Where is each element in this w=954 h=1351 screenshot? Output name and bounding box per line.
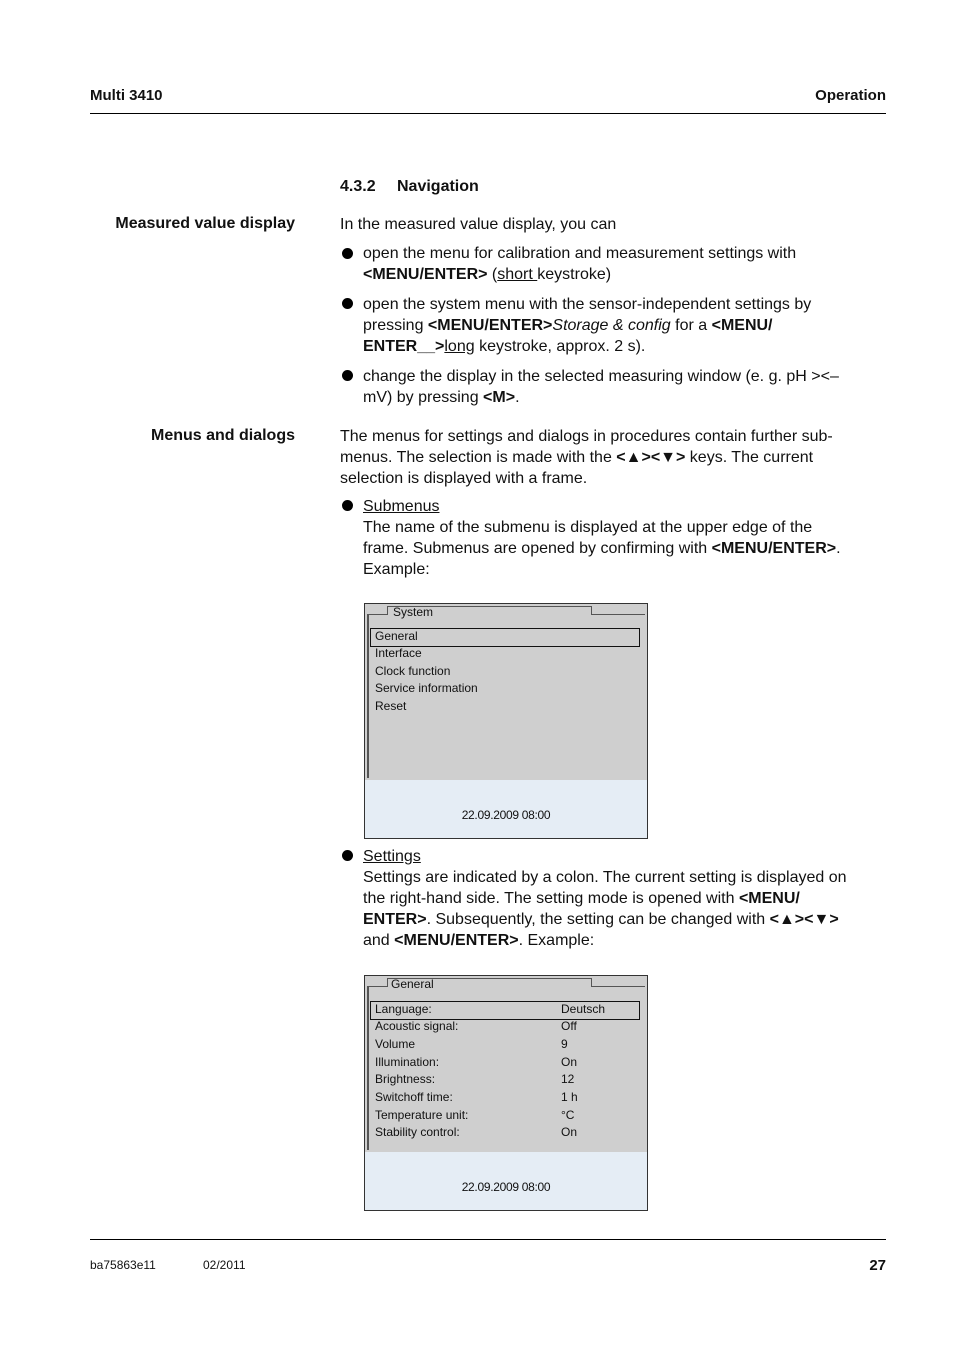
- side-heading-measured: Measured value display: [115, 215, 295, 232]
- text: Example:: [363, 561, 430, 578]
- setting-value-switchoff-time: 1 h: [561, 1090, 578, 1104]
- setting-label-volume[interactable]: Volume: [375, 1037, 416, 1051]
- setting-label-stability-control[interactable]: Stability control:: [375, 1125, 460, 1139]
- section-name: Navigation: [397, 178, 479, 195]
- text: keys. The current: [685, 449, 814, 466]
- screen-general-settings: [364, 975, 648, 1211]
- header-product: Multi 3410: [90, 87, 163, 104]
- setting-value-illumination: On: [561, 1055, 578, 1069]
- key-menu-enter: <MENU/ENTER>: [394, 932, 519, 949]
- text-long: long: [444, 338, 475, 355]
- text: . Example:: [518, 932, 595, 949]
- setting-value-temperature-unit: °C: [561, 1108, 575, 1122]
- setting-label-acoustic-signal[interactable]: Acoustic signal:: [375, 1019, 459, 1033]
- key-menu-enter: <MENU/ENTER>: [363, 266, 488, 283]
- submenus-title: Submenus: [363, 498, 440, 515]
- bullet-system-menu: [363, 294, 888, 357]
- setting-label-brightness[interactable]: Brightness:: [375, 1072, 436, 1086]
- text: open the system menu with the sensor-independent settings by: [363, 296, 812, 313]
- bullet-icon: [342, 248, 353, 259]
- key-arrows: <▲><▼>: [769, 911, 839, 928]
- setting-value-language: Deutsch: [561, 1002, 606, 1016]
- bullet-change-display: [363, 366, 888, 408]
- text: The menus for settings and dialogs in procedures contain further sub-: [340, 428, 833, 445]
- page-number: 27: [869, 1257, 886, 1274]
- key-menu-enter: <MENU/ENTER>: [427, 317, 553, 334]
- setting-value-stability-control: On: [561, 1125, 578, 1139]
- submenu-title: System: [393, 605, 434, 619]
- submenu-title: General: [391, 977, 434, 991]
- bullet-menu-open: [363, 243, 888, 285]
- text: mV) by pressing: [363, 389, 484, 406]
- text: Settings are indicated by a colon. The current setting is displayed on: [363, 869, 847, 886]
- text: frame. Submenus are opened by confirming with: [363, 540, 712, 557]
- settings-title: Settings: [363, 848, 421, 865]
- setting-label-switchoff-time[interactable]: Switchoff time:: [375, 1090, 453, 1104]
- text: . Subsequently, the setting can be changed with: [426, 911, 770, 928]
- bullet-settings: [363, 846, 888, 951]
- frame-line: [367, 986, 369, 1150]
- bullet-icon: [342, 500, 353, 511]
- setting-value-acoustic-signal: Off: [561, 1019, 577, 1033]
- setting-value-brightness: 12: [561, 1072, 575, 1086]
- text: change the display in the selected measuring window (e. g. pH ><–: [363, 368, 839, 385]
- frame-line: [367, 614, 369, 778]
- footer-date: 02/2011: [203, 1258, 246, 1272]
- bullet-icon: [342, 850, 353, 861]
- header-chapter: Operation: [815, 87, 886, 104]
- text: keystroke): [537, 266, 612, 283]
- setting-value-volume: 9: [561, 1037, 568, 1051]
- text: .: [515, 389, 520, 406]
- text: the right-hand side. The setting mode is opened with: [363, 890, 739, 907]
- setting-label-temperature-unit[interactable]: Temperature unit:: [375, 1108, 469, 1122]
- frame-line: [591, 614, 645, 615]
- menu-item-reset[interactable]: Reset: [375, 699, 407, 713]
- footer-doc-number: ba75863e11: [90, 1258, 156, 1272]
- menu-storage-config: Storage & config: [552, 317, 671, 334]
- text: open the menu for calibration and measurement settings with: [363, 245, 797, 262]
- key-m: <M>: [483, 389, 516, 406]
- text: selection is displayed with a frame.: [340, 470, 588, 487]
- key-menu-enter: <MENU/ENTER>: [711, 540, 837, 557]
- menu-item-interface[interactable]: Interface: [375, 646, 422, 660]
- bullet-icon: [342, 298, 353, 309]
- text: pressing: [363, 317, 428, 334]
- text: for a: [670, 317, 712, 334]
- screen-system-menu: [364, 603, 648, 839]
- text: .: [836, 540, 841, 557]
- setting-label-language[interactable]: Language:: [375, 1002, 432, 1016]
- key-menu-enter: <MENU/: [711, 317, 773, 334]
- text-short: short: [497, 266, 538, 283]
- text: keystroke, approx. 2 s).: [474, 338, 646, 355]
- timestamp: 22.09.2009 08:00: [461, 808, 551, 822]
- key-menu-enter: <MENU/: [738, 890, 800, 907]
- text: The name of the submenu is displayed at the upper edge of the: [363, 519, 813, 536]
- menu-item-clock-function[interactable]: Clock function: [375, 664, 451, 678]
- text: menus. The selection is made with the: [340, 449, 617, 466]
- header-rule: [90, 113, 886, 114]
- menus-intro: [340, 426, 888, 489]
- section-number: 4.3.2: [340, 178, 376, 195]
- setting-label-illumination[interactable]: Illumination:: [375, 1055, 440, 1069]
- menu-item-service-information[interactable]: Service information: [375, 681, 478, 695]
- key-menu-enter: ENTER__>: [363, 338, 445, 355]
- measured-intro: In the measured value display, you can: [340, 216, 617, 233]
- key-menu-enter: ENTER>: [363, 911, 427, 928]
- bullet-icon: [342, 370, 353, 381]
- side-heading-menus: Menus and dialogs: [150, 427, 295, 444]
- frame-line: [367, 614, 387, 615]
- frame-line: [387, 606, 388, 615]
- footer-rule: [90, 1239, 886, 1240]
- key-arrows: <▲><▼>: [616, 449, 686, 466]
- text: and: [363, 932, 395, 949]
- text: (: [487, 266, 498, 283]
- bullet-submenus: [363, 496, 888, 580]
- frame-line: [367, 986, 387, 987]
- frame-line: [387, 978, 388, 987]
- timestamp: 22.09.2009 08:00: [461, 1180, 551, 1194]
- menu-item-general[interactable]: General: [375, 629, 418, 643]
- section-title: [340, 178, 479, 196]
- frame-line: [591, 986, 645, 987]
